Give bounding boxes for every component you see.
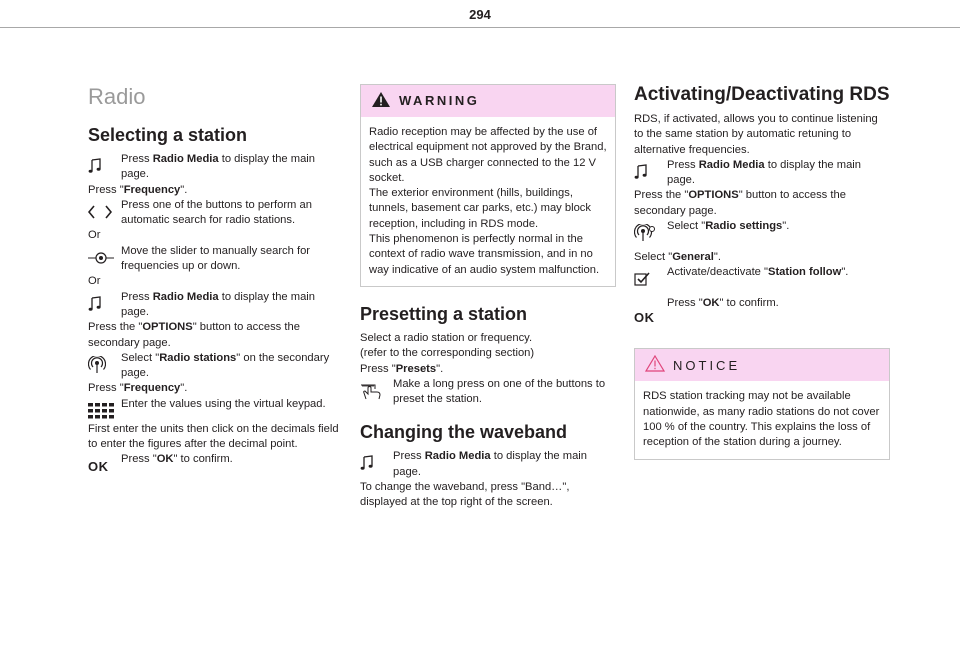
notice-header: NOTICE (635, 349, 889, 381)
music-note-icon (88, 152, 121, 177)
waveband-step: To change the waveband, press "Band…", displayed at the top right of the screen. (360, 481, 570, 509)
preset-long-press: Make a long press on one of the buttons to preset the station. (360, 377, 616, 408)
warning-callout (360, 84, 616, 287)
slider-icon (88, 244, 121, 269)
warning-text: Radio reception may be affected by the use of electrical equipment not approved by the Brand, such as a USB charger connected to the 12 V socket. (369, 126, 607, 184)
step-auto-search: Press one of the buttons to perform an automatic search for radio stations. (88, 198, 346, 229)
rds-intro: RDS, if activated, allows you to continue listening to the same station by automatic retuning to alternative frequencies. (634, 113, 878, 156)
ok-icon: OK (88, 458, 109, 474)
music-note-icon (88, 290, 121, 315)
rds-step-ok: OK Press "OK" to confirm. (634, 296, 890, 328)
warning-icon (371, 91, 391, 111)
step-options: Press the "OPTIONS" button to access the secondary page. (88, 321, 300, 349)
step-radio-stations: Select "Radio stations" on the secondary page. (88, 351, 346, 382)
column-middle (360, 84, 616, 511)
or-label: Or (88, 229, 101, 242)
step-frequency-2: Press "Frequency". (88, 382, 188, 395)
column-left (88, 84, 346, 477)
column-right (634, 84, 890, 476)
notice-icon (645, 355, 665, 375)
rds-step-radio-settings: Select "Radio settings". (634, 219, 890, 244)
heading-presetting-station: Presetting a station (360, 303, 528, 324)
heading-rds: Activating/Deactivating RDS (634, 84, 890, 105)
warning-text: This phenomenon is perfectly normal in the context of radio wave transmission, and in no way indicative of an audio system malfunction. (369, 233, 600, 276)
step-radio-media-2: Press Radio Media to display the main page. (88, 290, 346, 321)
notice-callout (634, 348, 890, 459)
heading-changing-waveband: Changing the waveband (360, 422, 568, 443)
preset-step: Select a radio station or frequency. (360, 331, 533, 344)
ok-icon: OK (634, 309, 655, 325)
warning-text: The exterior environment (hills, buildings, tunnels, basement car parks, etc.) may block reception, including in RDS mode. (369, 187, 591, 230)
notice-text: RDS station tracking may not be available nationwide, as many radio stations do not cover 100 % of the country. This explains the loss of reception of the station during a journey. (643, 390, 880, 449)
preset-step: (refer to the corresponding section) (360, 347, 535, 360)
rds-step-options: Press the "OPTIONS" button to access the secondary page. (634, 189, 846, 217)
checkbox-icon (634, 265, 667, 290)
keypad-icon (88, 397, 121, 422)
step-frequency: Press "Frequency". (88, 183, 188, 196)
step-slider: Move the slider to manually search for frequencies up or down. (88, 244, 346, 275)
rds-step-radio-media: Press Radio Media to display the main page. (634, 158, 890, 189)
radio-signal-icon (88, 351, 121, 376)
or-label: Or (88, 275, 101, 288)
music-note-icon (360, 449, 393, 474)
heading-selecting-station: Selecting a station (88, 125, 248, 145)
page-number: 294 (469, 7, 491, 22)
step-keypad-detail: First enter the units then click on the decimals field to enter the figures after the decimal point. (88, 422, 339, 451)
rds-step-general: Select "General". (634, 251, 721, 264)
step-ok: OK Press "OK" to confirm. (88, 452, 346, 477)
preset-step: Press "Presets". (360, 362, 444, 375)
rds-step-station-follow: Activate/deactivate "Station follow". (634, 265, 890, 290)
music-note-icon (634, 158, 667, 183)
step-radio-media: Press Radio Media to display the main page. (88, 152, 346, 183)
chevrons-left-right-icon (88, 198, 121, 223)
header-divider (0, 27, 960, 28)
radio-settings-icon (634, 219, 667, 244)
section-title: Radio (88, 84, 146, 109)
step-keypad: Enter the values using the virtual keypad. (88, 397, 346, 422)
waveband-step: Press Radio Media to display the main page. (360, 449, 616, 480)
warning-header: WARNING (361, 85, 615, 117)
preset-hand-icon (360, 377, 393, 402)
